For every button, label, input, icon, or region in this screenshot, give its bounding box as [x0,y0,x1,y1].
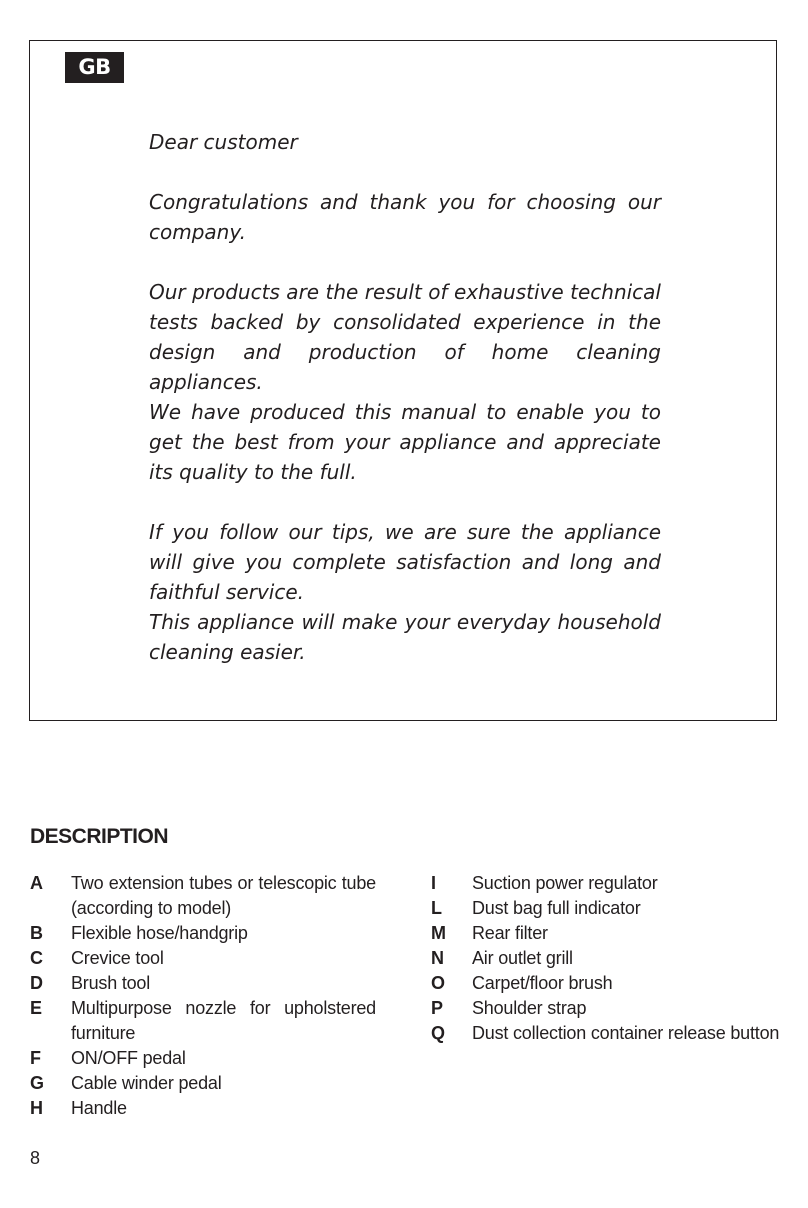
item-letter: D [30,973,43,993]
item-letter: H [30,1098,43,1118]
welcome-letter-box [29,40,777,721]
letter-greeting: Dear customer [149,130,298,154]
language-badge: GB [65,52,124,83]
item-letter: L [431,898,442,918]
letter-paragraph-cleaning: This appliance will make your everyday household cleaning easier. [149,610,661,664]
letter-paragraph-thanks: Congratulations and thank you for choosing our company. [149,190,661,244]
description-item [431,971,791,996]
item-text: Rear filter [472,923,548,943]
item-text: Air outlet grill [472,948,573,968]
letter-paragraph-tips: If you follow our tips, we are sure the appliance will give you complete satisfaction and long and faithful service. [149,520,661,604]
item-text: Dust bag full indicator [472,898,641,918]
page-number: 8 [30,1148,41,1168]
item-letter: N [431,948,444,968]
description-heading: DESCRIPTION [30,825,169,848]
item-text: ON/OFF pedal [71,1048,186,1068]
item-text: Crevice tool [71,948,164,968]
description-item [30,971,376,996]
description-item [431,921,791,946]
item-letter: E [30,998,43,1018]
item-text: Shoulder strap [472,998,587,1018]
description-item [431,1021,791,1046]
item-text: Handle [71,1098,127,1118]
item-letter: B [30,923,43,943]
description-list-right [431,871,791,1046]
description-item [30,871,376,921]
welcome-letter [149,127,661,667]
description-item [30,1046,376,1071]
description-item [431,996,791,1021]
description-list-left [30,871,376,1121]
item-letter: M [431,923,446,943]
item-letter: C [30,948,43,968]
description-item [30,1096,376,1121]
item-letter: O [431,973,446,993]
item-letter: G [30,1073,45,1093]
item-text: Cable winder pedal [71,1073,222,1093]
letter-paragraph-manual: We have produced this manual to enable you to get the best from your appliance and appreciate its quality to the full. [149,400,661,484]
item-text: Two extension tubes or telescopic tube (according to model) [71,873,376,918]
item-text: Suction power regulator [472,873,658,893]
description-item [30,996,376,1046]
item-letter: F [30,1048,41,1068]
description-item [431,946,791,971]
description-item [431,896,791,921]
item-text: Flexible hose/handgrip [71,923,248,943]
description-item [431,871,791,896]
item-text: Brush tool [71,973,151,993]
item-letter: I [431,873,437,893]
item-letter: P [431,998,444,1018]
item-letter: Q [431,1023,446,1043]
item-text: Carpet/floor brush [472,973,613,993]
letter-paragraph-products: Our products are the result of exhaustive technical tests backed by consolidated experience in the design and production of home cleaning appliances. [149,280,661,394]
item-text: Multipurpose nozzle for upholstered furniture [71,998,376,1043]
description-item [30,921,376,946]
description-item [30,946,376,971]
item-letter: A [30,873,43,893]
item-text: Dust collection container release button [472,1023,780,1043]
description-item [30,1071,376,1096]
